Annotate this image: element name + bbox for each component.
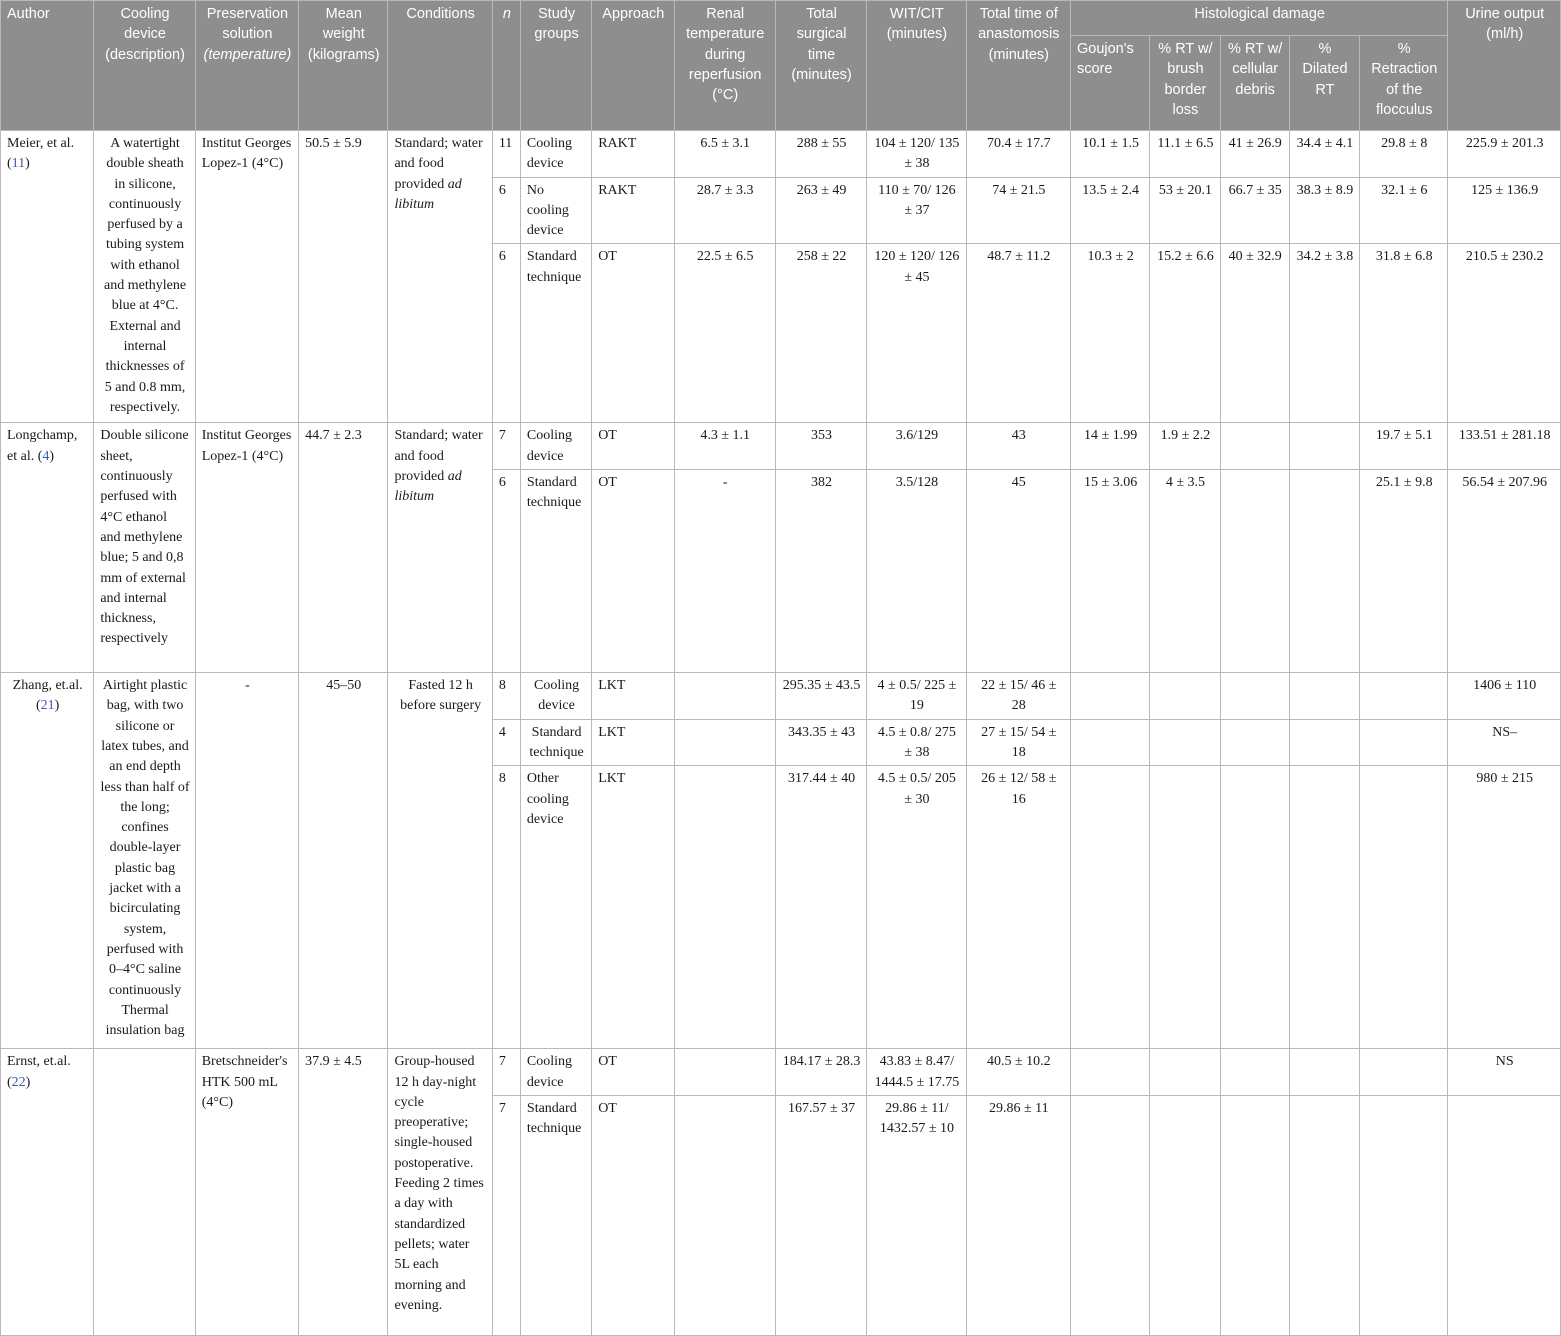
goujon-cell <box>1070 673 1149 720</box>
n-cell: 11 <box>492 131 520 178</box>
study-group-cell: Cooling device <box>520 423 591 470</box>
renal-temp-cell <box>674 1049 775 1096</box>
debris-cell <box>1220 766 1289 1049</box>
debris-cell <box>1220 1095 1289 1335</box>
conditions-cell <box>388 423 492 673</box>
conditions-cell <box>388 1049 492 1336</box>
brush-cell: 11.1 ± 6.5 <box>1150 131 1220 178</box>
table-row <box>1 131 1561 178</box>
header-retraction-flocculus: % Retraction of the flocculus <box>1360 36 1448 131</box>
author-name: Meier, et al. <box>7 136 75 151</box>
flocculus-cell: 31.8 ± 6.8 <box>1360 244 1448 423</box>
n-cell: 7 <box>492 423 520 470</box>
header-mean-weight: Mean weight (kilograms) <box>299 1 388 131</box>
approach-cell: RAKT <box>592 177 674 244</box>
wit-cit-cell: 4.5 ± 0.8/ 275 ± 38 <box>867 719 966 766</box>
study-group-cell: Standard technique <box>520 1095 591 1335</box>
urine-cell: 133.51 ± 281.18 <box>1448 423 1561 470</box>
urine-cell: 225.9 ± 201.3 <box>1448 131 1561 178</box>
preservation-solution-cell: Bretschneider's HTK 500 mL (4°C) <box>195 1049 298 1336</box>
renal-temp-cell: 28.7 ± 3.3 <box>674 177 775 244</box>
header-preservation-temp: (temperature) <box>203 46 292 63</box>
renal-temp-cell <box>674 1095 775 1335</box>
surgical-time-cell: 184.17 ± 28.3 <box>775 1049 866 1096</box>
header-renal-temperature: Renal temperature during reperfusion (°C) <box>674 1 775 131</box>
conditions-italic: ad libitum <box>394 469 462 505</box>
reference-link[interactable]: 22 <box>11 1074 26 1090</box>
dilated-cell <box>1289 766 1359 1049</box>
author-name: Zhang, et.al. <box>12 678 83 694</box>
mean-weight-cell: 37.9 ± 4.5 <box>299 1049 388 1336</box>
goujon-cell: 10.1 ± 1.5 <box>1070 131 1149 178</box>
urine-cell: 980 ± 215 <box>1448 766 1561 1049</box>
author-cell: Longchamp, et al. (4) <box>1 423 94 673</box>
header-cellular-debris: % RT w/ cellular debris <box>1220 36 1289 131</box>
approach-cell: LKT <box>592 766 674 1049</box>
brush-cell <box>1150 766 1220 1049</box>
anastomosis-cell: 40.5 ± 10.2 <box>966 1049 1070 1096</box>
flocculus-cell <box>1360 1049 1448 1096</box>
brush-cell <box>1150 1049 1220 1096</box>
dilated-cell <box>1289 423 1359 470</box>
conditions-text: Group-housed 12 h day-night cycle preoperative; single-housed postoperative. Feeding 2 times a day with standardized pellets; water 5L each morning and evening. <box>394 1054 484 1313</box>
mean-weight-cell: 45–50 <box>299 673 388 1049</box>
debris-cell <box>1220 673 1289 720</box>
n-cell: 6 <box>492 244 520 423</box>
goujon-cell <box>1070 1095 1149 1335</box>
anastomosis-cell: 70.4 ± 17.7 <box>966 131 1070 178</box>
surgical-time-cell: 343.35 ± 43 <box>775 719 866 766</box>
conditions-text: Fasted 12 h before surgery <box>400 678 482 714</box>
preservation-solution-cell: Institut Georges Lopez-1 (4°C) <box>195 131 298 423</box>
urine-cell: NS– <box>1448 719 1561 766</box>
debris-cell: 40 ± 32.9 <box>1220 244 1289 423</box>
conditions-text: Standard; water and food provided <box>394 428 483 485</box>
urine-cell: 1406 ± 110 <box>1448 673 1561 720</box>
renal-temp-cell: 22.5 ± 6.5 <box>674 244 775 423</box>
renal-temp-cell: 4.3 ± 1.1 <box>674 423 775 470</box>
anastomosis-cell: 27 ± 15/ 54 ± 18 <box>966 719 1070 766</box>
reference-link[interactable]: 21 <box>40 698 55 714</box>
flocculus-cell: 25.1 ± 9.8 <box>1360 470 1448 673</box>
wit-cit-cell: 104 ± 120/ 135 ± 38 <box>867 131 966 178</box>
anastomosis-cell: 43 <box>966 423 1070 470</box>
header-brush-border-loss: % RT w/ brush border loss <box>1150 36 1220 131</box>
table-row <box>1 1049 1561 1096</box>
surgical-time-cell: 263 ± 49 <box>775 177 866 244</box>
approach-cell: OT <box>592 1095 674 1335</box>
goujon-cell: 15 ± 3.06 <box>1070 470 1149 673</box>
n-cell: 7 <box>492 1049 520 1096</box>
approach-cell: OT <box>592 244 674 423</box>
flocculus-cell: 19.7 ± 5.1 <box>1360 423 1448 470</box>
author-cell: Ernst, et.al. (22) <box>1 1049 94 1336</box>
goujon-cell: 13.5 ± 2.4 <box>1070 177 1149 244</box>
table-row <box>1 673 1561 720</box>
dilated-cell <box>1289 673 1359 720</box>
wit-cit-cell: 29.86 ± 11/ 1432.57 ± 10 <box>867 1095 966 1335</box>
wit-cit-cell: 3.5/128 <box>867 470 966 673</box>
urine-cell <box>1448 1095 1561 1335</box>
flocculus-cell: 32.1 ± 6 <box>1360 177 1448 244</box>
wit-cit-cell: 110 ± 70/ 126 ± 37 <box>867 177 966 244</box>
header-cooling-device: Cooling device (description) <box>94 1 195 131</box>
approach-cell: LKT <box>592 719 674 766</box>
debris-cell <box>1220 1049 1289 1096</box>
goujon-cell: 10.3 ± 2 <box>1070 244 1149 423</box>
approach-cell: OT <box>592 423 674 470</box>
urine-cell: 56.54 ± 207.96 <box>1448 470 1561 673</box>
approach-cell: LKT <box>592 673 674 720</box>
table-row <box>1 423 1561 470</box>
renal-temp-cell: 6.5 ± 3.1 <box>674 131 775 178</box>
approach-cell: OT <box>592 1049 674 1096</box>
author-name: Ernst, et.al. <box>7 1054 71 1070</box>
n-cell: 4 <box>492 719 520 766</box>
dilated-cell <box>1289 1095 1359 1335</box>
cooling-device-cell <box>94 1049 195 1336</box>
renal-temp-cell: - <box>674 470 775 673</box>
anastomosis-cell: 48.7 ± 11.2 <box>966 244 1070 423</box>
n-cell: 6 <box>492 177 520 244</box>
dilated-cell <box>1289 470 1359 673</box>
n-cell: 8 <box>492 673 520 720</box>
renal-temp-cell <box>674 673 775 720</box>
wit-cit-cell: 120 ± 120/ 126 ± 45 <box>867 244 966 423</box>
surgical-time-cell: 353 <box>775 423 866 470</box>
conditions-italic: ad libitum <box>394 176 462 212</box>
reference-link[interactable]: 4 <box>42 448 50 464</box>
author-name: Longchamp, et al. <box>7 428 78 464</box>
n-cell: 7 <box>492 1095 520 1335</box>
approach-cell: OT <box>592 470 674 673</box>
header-preservation-solution <box>195 1 298 131</box>
preservation-solution-cell: Institut Georges Lopez-1 (4°C) <box>195 423 298 673</box>
header-total-surgical-time: Total surgical time (minutes) <box>775 1 866 131</box>
approach-cell: RAKT <box>592 131 674 178</box>
brush-cell: 53 ± 20.1 <box>1150 177 1220 244</box>
debris-cell: 66.7 ± 35 <box>1220 177 1289 244</box>
header-wit-cit: WIT/CIT (minutes) <box>867 1 966 131</box>
preservation-solution-cell: - <box>195 673 298 1049</box>
anastomosis-cell: 26 ± 12/ 58 ± 16 <box>966 766 1070 1049</box>
brush-cell <box>1150 1095 1220 1335</box>
cooling-device-cell: A watertight double sheath in silicone, continuously perfused by a tubing system with ethanol and methylene blue at 4°C. External and internal thicknesses of 5 and 0.8 mm, respectively. <box>94 131 195 423</box>
study-group-cell: Other cooling device <box>520 766 591 1049</box>
debris-cell: 41 ± 26.9 <box>1220 131 1289 178</box>
dilated-cell: 34.2 ± 3.8 <box>1289 244 1359 423</box>
dilated-cell: 38.3 ± 8.9 <box>1289 177 1359 244</box>
author-cell: Meier, et al. (11) <box>1 131 94 423</box>
dilated-cell <box>1289 719 1359 766</box>
conditions-cell <box>388 673 492 1049</box>
header-dilated-rt: % Dilated RT <box>1289 36 1359 131</box>
goujon-cell: 14 ± 1.99 <box>1070 423 1149 470</box>
header-study-groups: Study groups <box>520 1 591 131</box>
reference-link[interactable]: 11 <box>11 156 26 172</box>
conditions-text: Standard; water and food provided <box>394 136 483 192</box>
brush-cell: 1.9 ± 2.2 <box>1150 423 1220 470</box>
goujon-cell <box>1070 766 1149 1049</box>
flocculus-cell <box>1360 673 1448 720</box>
dilated-cell: 34.4 ± 4.1 <box>1289 131 1359 178</box>
urine-cell: 210.5 ± 230.2 <box>1448 244 1561 423</box>
header-histological-damage: Histological damage <box>1070 1 1447 36</box>
n-cell: 6 <box>492 470 520 673</box>
dilated-cell <box>1289 1049 1359 1096</box>
anastomosis-cell: 45 <box>966 470 1070 673</box>
anastomosis-cell: 74 ± 21.5 <box>966 177 1070 244</box>
author-cell: Zhang, et.al. (21) <box>1 673 94 1049</box>
urine-cell: NS <box>1448 1049 1561 1096</box>
brush-cell <box>1150 719 1220 766</box>
debris-cell <box>1220 719 1289 766</box>
flocculus-cell <box>1360 766 1448 1049</box>
surgical-time-cell: 295.35 ± 43.5 <box>775 673 866 720</box>
study-group-cell: Cooling device <box>520 673 591 720</box>
brush-cell <box>1150 673 1220 720</box>
study-group-cell: Standard technique <box>520 470 591 673</box>
mean-weight-cell: 50.5 ± 5.9 <box>299 131 388 423</box>
brush-cell: 15.2 ± 6.6 <box>1150 244 1220 423</box>
flocculus-cell <box>1360 1095 1448 1335</box>
header-approach: Approach <box>592 1 674 131</box>
header-author: Author <box>1 1 94 131</box>
conditions-cell <box>388 131 492 423</box>
cooling-device-cell: Double silicone sheet, continuously perfused with 4°C ethanol and methylene blue; 5 and 0,8 mm of external and internal thickness, respectively <box>94 423 195 673</box>
study-group-cell: Cooling device <box>520 1049 591 1096</box>
flocculus-cell <box>1360 719 1448 766</box>
study-group-cell: Standard technique <box>520 719 591 766</box>
renal-temp-cell <box>674 719 775 766</box>
n-cell: 8 <box>492 766 520 1049</box>
wit-cit-cell: 4.5 ± 0.5/ 205 ± 30 <box>867 766 966 1049</box>
surgical-time-cell: 258 ± 22 <box>775 244 866 423</box>
anastomosis-cell: 29.86 ± 11 <box>966 1095 1070 1335</box>
study-group-cell: No cooling device <box>520 177 591 244</box>
brush-cell: 4 ± 3.5 <box>1150 470 1220 673</box>
debris-cell <box>1220 470 1289 673</box>
wit-cit-cell: 3.6/129 <box>867 423 966 470</box>
header-urine-output: Urine output (ml/h) <box>1448 1 1561 131</box>
renal-temp-cell <box>674 766 775 1049</box>
flocculus-cell: 29.8 ± 8 <box>1360 131 1448 178</box>
cooling-device-cell: Airtight plastic bag, with two silicone or latex tubes, and an end depth less than half of the long; confines double-layer plastic bag jacket with a bicirculating system, perfused with 0–4°C saline continuously Thermal insulation bag <box>94 673 195 1049</box>
urine-cell: 125 ± 136.9 <box>1448 177 1561 244</box>
debris-cell <box>1220 423 1289 470</box>
study-group-cell: Cooling device <box>520 131 591 178</box>
header-total-anastomosis: Total time of anastomosis (minutes) <box>966 1 1070 131</box>
surgical-time-cell: 288 ± 55 <box>775 131 866 178</box>
surgical-time-cell: 317.44 ± 40 <box>775 766 866 1049</box>
header-n: n <box>492 1 520 131</box>
header-goujon-score: Goujon's score <box>1070 36 1149 131</box>
wit-cit-cell: 4 ± 0.5/ 225 ± 19 <box>867 673 966 720</box>
surgical-time-cell: 382 <box>775 470 866 673</box>
wit-cit-cell: 43.83 ± 8.47/ 1444.5 ± 17.75 <box>867 1049 966 1096</box>
goujon-cell <box>1070 719 1149 766</box>
goujon-cell <box>1070 1049 1149 1096</box>
header-conditions: Conditions <box>388 1 492 131</box>
mean-weight-cell: 44.7 ± 2.3 <box>299 423 388 673</box>
header-preservation-main: Preservation solution <box>206 6 289 43</box>
study-group-cell: Standard technique <box>520 244 591 423</box>
anastomosis-cell: 22 ± 15/ 46 ± 28 <box>966 673 1070 720</box>
surgical-time-cell: 167.57 ± 37 <box>775 1095 866 1335</box>
